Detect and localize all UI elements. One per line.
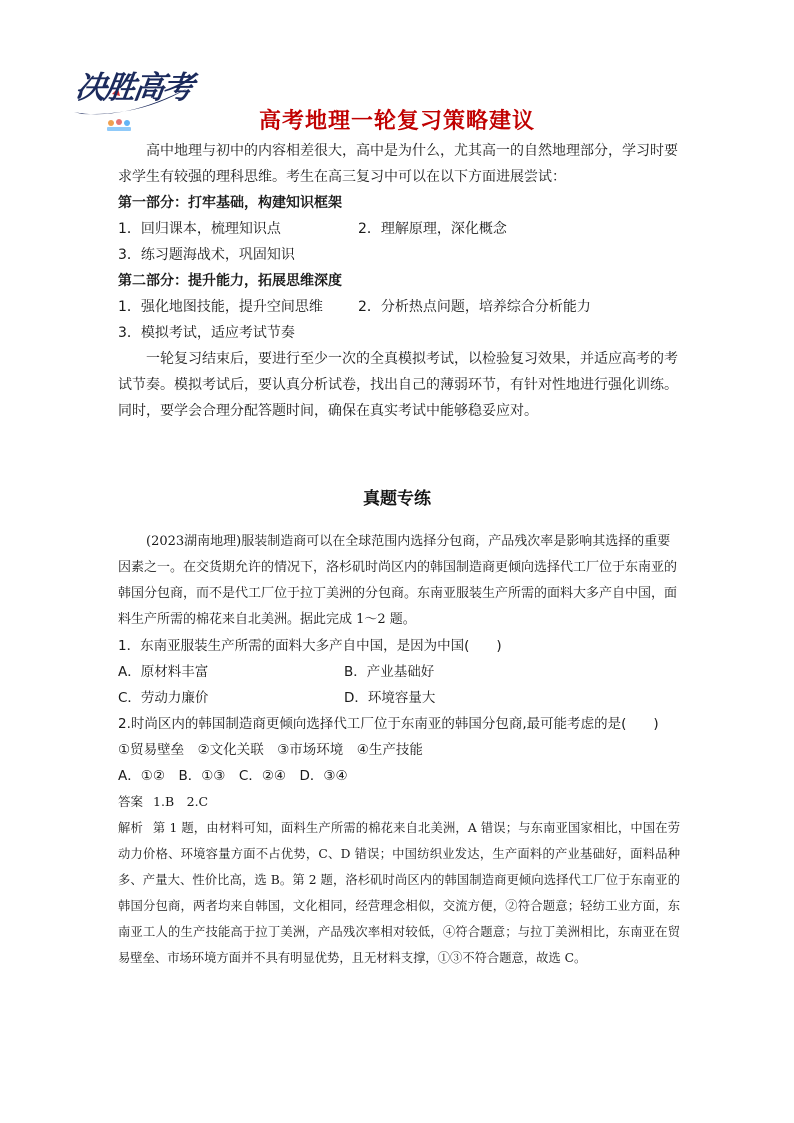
part1-item: 2．理解原理，深化概念 [358,221,507,237]
part1-item: 1．回归课本，梳理知识点 [118,221,281,237]
q1-options-row [118,659,680,685]
part2-item: 1．强化地图技能，提升空间思维 [118,299,323,315]
q1-option-c: C．劳动力廉价 [118,690,209,706]
question-1: 1．东南亚服装生产所需的面料大多产自中国，是因为中国( ) [118,638,502,654]
q2-factors: ①贸易壁垒 ②文化关联 ③市场环境 ④生产技能 [118,742,423,758]
part1-row [118,216,678,242]
q1-options-row [118,685,680,711]
document-title: 高考地理一轮复习策略建议 [258,109,535,134]
question-block [118,529,680,971]
part1-item: 3．练习题海战术，巩固知识 [118,247,295,263]
answer-value: 1.B 2.C [153,794,209,809]
logo-text: 决胜高考 [72,70,195,106]
q1-option-d: D．环境容量大 [344,690,436,706]
question-stem: (2023湖南地理)服装制造商可以在全球范围内选择分包商，产品残次率是影响其选择的重要因素之一。在交货期允许的情况下，洛杉矶时尚区内的韩国制造商更倾向选择代工厂位于东南亚的韩国分包商，而不是代工厂位于拉丁美洲的分包商。东南亚服装生产所需的面料大多产自中国，面料生产所需的棉花来自北美洲。据此完成 1～2 题。 [118,534,678,627]
q2-options: A．①② B．①③ C．②④ D．③④ [118,768,348,784]
explanation [118,815,680,971]
mock-exam-paragraph: 一轮复习结束后，要进行至少一次的全真模拟考试，以检验复习效果，并适应高考的考试节奏。模拟考试后，要认真分析试卷，找出自己的薄弱环节，有针对性地进行强化训练。同时，要学会合理分配答题时间，确保在真实考试中能够稳妥应对。 [118,351,678,419]
answer-line [118,789,680,815]
intro-paragraph: 高中地理与初中的内容相差很大，高中是为什么，尤其高一的自然地理部分，学习时要求学生有较强的理科思维。考生在高三复习中可以在以下方面进展尝试： [118,143,678,185]
q1-option-a: A．原材料丰富 [118,664,209,680]
explanation-text: 第 1 题，由材料可知，面料生产所需的棉花来自北美洲，A 错误；与东南亚国家相比，中国在劳动力价格、环境容量方面不占优势，C、D 错误；中国纺织业发达，生产面料的产业基础好，面料品种多、产量大、性价比高，选 B。第 2 题，洛杉矶时尚区内的韩国制造商更倾向选择代工厂位于东南亚的韩国分包商，两者均来自韩国，文化相同，经营理念相似，交流方便，②符合题意；轻纺工业方面，东南亚工人的生产技能高于拉丁美洲，产品残次率相对较低，④符合题意；与拉丁美洲相比，东南亚在贸易壁垒、市场环境方面并不具有明显优势，且无材料支撑，①③不符合题意，故选 C。 [118,821,680,965]
part1-heading: 第一部分：打牢基础，构建知识框架 [118,195,342,211]
part2-item: 2．分析热点问题，培养综合分析能力 [358,299,591,315]
intro-block [118,138,678,424]
part2-row [118,294,678,320]
part2-item: 3．模拟考试，适应考试节奏 [118,325,295,341]
answer-label: 答案 [118,794,144,809]
part2-heading: 第二部分：提升能力，拓展思维深度 [118,273,342,289]
explanation-label: 解析 [118,821,143,835]
question-2: 2.时尚区内的韩国制造商更倾向选择代工厂位于东南亚的韩国分包商,最可能考虑的是( ) [118,716,659,732]
section-title: 真题专练 [363,489,431,509]
q1-option-b: B．产业基础好 [344,664,435,680]
